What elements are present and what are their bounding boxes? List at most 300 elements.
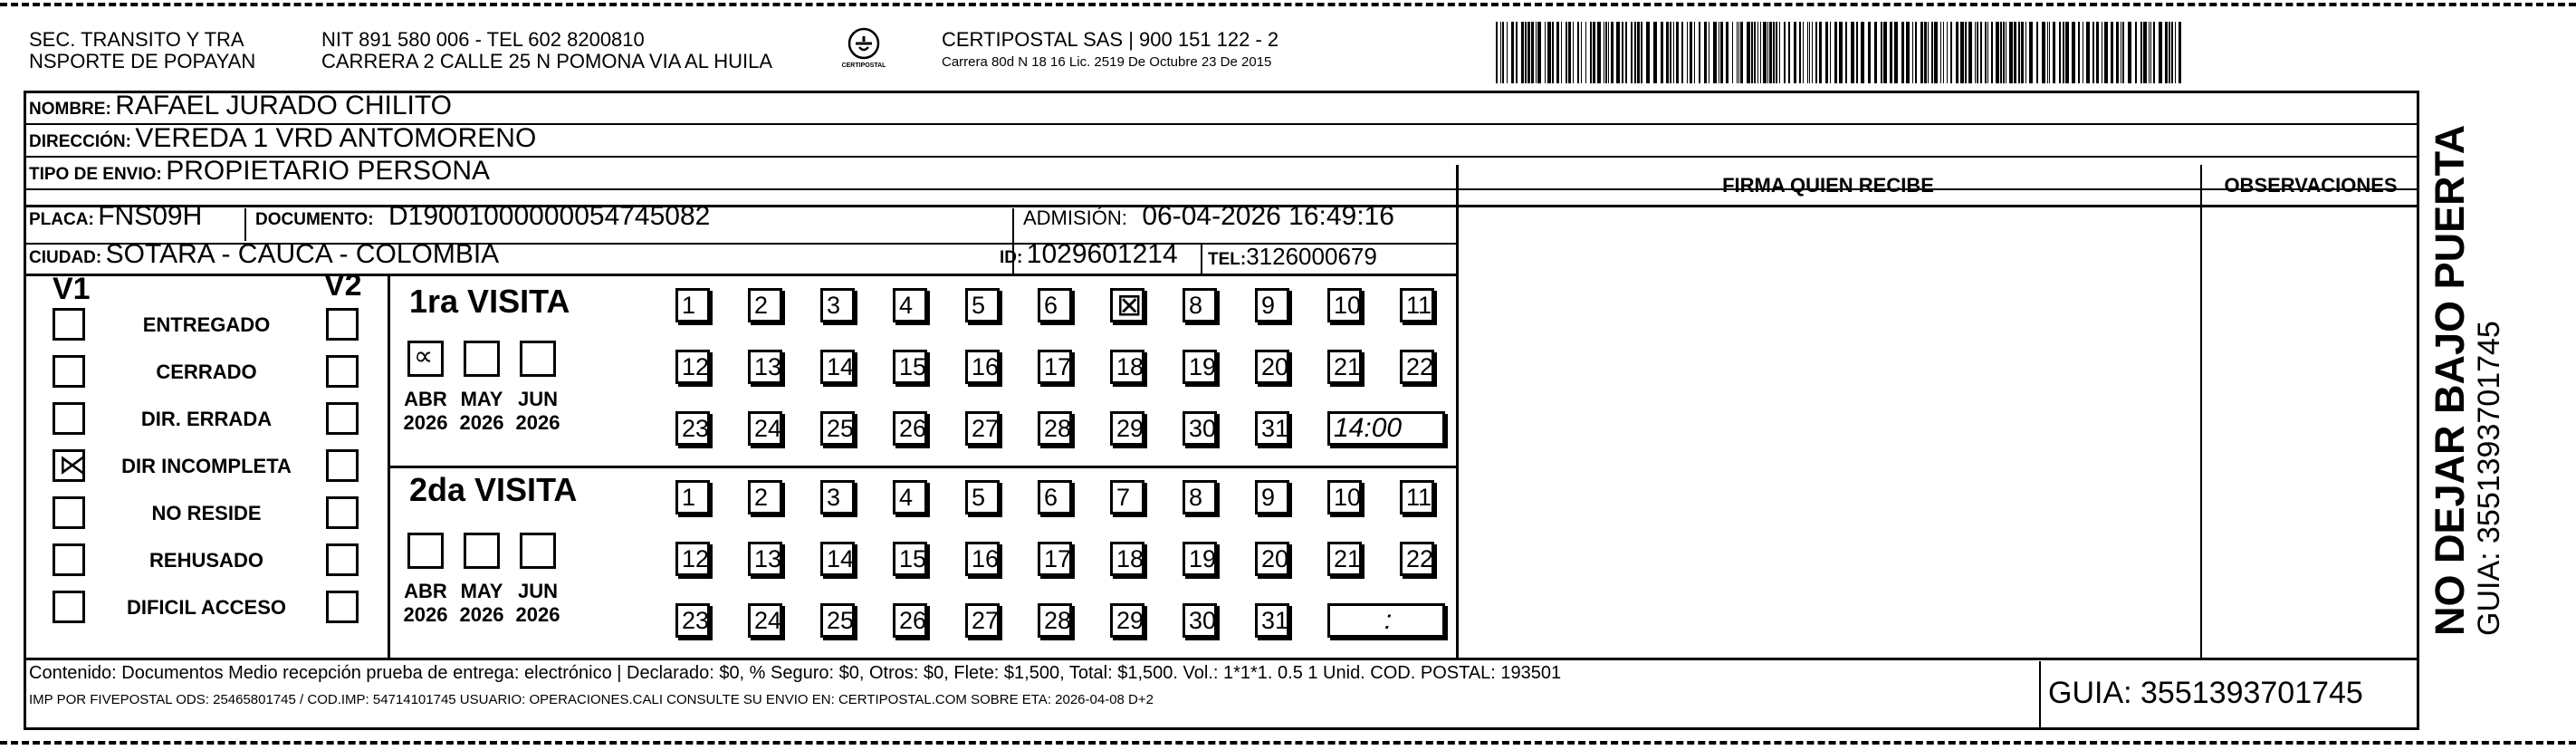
barcode-bar bbox=[1928, 22, 1929, 83]
barcode-bar bbox=[1996, 22, 1999, 83]
placa-label: PLACA: bbox=[29, 210, 94, 229]
barcode-bar bbox=[2000, 22, 2002, 83]
barcode-bar bbox=[2078, 22, 2080, 83]
month-checkbox[interactable] bbox=[407, 533, 444, 569]
barcode-bar bbox=[2175, 22, 2176, 83]
day-box[interactable]: 30 bbox=[1183, 603, 1217, 638]
barcode-bar bbox=[1681, 22, 1683, 83]
day-box[interactable]: 28 bbox=[1038, 603, 1072, 638]
barcode-bar bbox=[1776, 22, 1777, 83]
day-mark: ⊠ bbox=[1116, 287, 1143, 323]
day-box[interactable]: 11 bbox=[1400, 288, 1434, 322]
status-label: REHUSADO bbox=[149, 549, 263, 572]
barcode-bar bbox=[1868, 22, 1871, 83]
day-box[interactable]: 5 bbox=[965, 480, 1000, 514]
imp-line: IMP POR FIVEPOSTAL ODS: 25465801745 / COD.IMP: 54714101745 USUARIO: OPERACIONES.CALI CONSULTE SU ENVIO EN: CERTIPOSTAL.COM SOBRE ETA: 2026-04-08 D+2 bbox=[29, 692, 1154, 707]
day-box[interactable]: 13 bbox=[748, 350, 782, 384]
barcode-bar bbox=[1794, 22, 1796, 83]
documento-row bbox=[255, 201, 710, 232]
barcode-bar bbox=[1536, 22, 1537, 83]
status-v2-checkbox[interactable] bbox=[326, 402, 359, 435]
barcode-bar bbox=[1912, 22, 1913, 83]
barcode-bar bbox=[2140, 22, 2142, 83]
admision-value: 06-04-2026 16:49:16 bbox=[1142, 201, 1394, 231]
day-box[interactable]: 29 bbox=[1110, 603, 1144, 638]
barcode-bar bbox=[1556, 22, 1559, 83]
status-v2-checkbox[interactable] bbox=[326, 496, 359, 529]
company-line: CERTIPOSTAL SAS | 900 151 122 - 2 bbox=[942, 28, 1279, 51]
tipo-value: PROPIETARIO PERSONA bbox=[166, 156, 491, 186]
barcode-bar bbox=[2042, 22, 2045, 83]
day-box[interactable]: 2 bbox=[748, 288, 782, 322]
tipo-label: TIPO DE ENVIO: bbox=[29, 165, 162, 184]
day-box[interactable]: 27 bbox=[965, 411, 1000, 446]
day-box[interactable]: 26 bbox=[893, 603, 927, 638]
ciudad-label: CIUDAD: bbox=[29, 248, 102, 267]
month-name: JUN bbox=[517, 388, 558, 410]
barcode-bar bbox=[2104, 22, 2108, 83]
barcode-bar bbox=[1690, 22, 1692, 83]
barcode-bar bbox=[1585, 22, 1586, 83]
barcode-bar bbox=[1845, 22, 1847, 83]
barcode-bar bbox=[1815, 22, 1817, 83]
barcode-bar bbox=[1894, 22, 1898, 83]
day-box[interactable]: 14 bbox=[820, 542, 855, 576]
barcode-bar bbox=[1511, 22, 1514, 83]
direccion-label: DIRECCIÓN: bbox=[29, 132, 131, 151]
barcode-bar bbox=[1968, 22, 1972, 83]
firma-header: FIRMA QUIEN RECIBE bbox=[1722, 174, 1934, 197]
barcode-bar bbox=[1812, 22, 1813, 83]
day-box[interactable]: 16 bbox=[965, 350, 1000, 384]
placa-value: FNS09H bbox=[98, 201, 203, 231]
barcode-bar bbox=[1947, 22, 1948, 83]
barcode-bar bbox=[1641, 22, 1642, 83]
month-label bbox=[455, 388, 509, 435]
month-year: 2026 bbox=[459, 411, 504, 434]
barcode-bar bbox=[1726, 22, 1729, 83]
contenido-line: Contenido: Documentos Medio recepción prueba de entrega: electrónico | Declarado: $0, % Seguro: $0, Otros: $0, Flete: $1,500, Total: $1,500. Vol.: 1*1*1. 0.5 1 Unid. COD. POSTAL: 193501 bbox=[29, 663, 1562, 683]
day-box[interactable]: 1 bbox=[675, 480, 710, 514]
barcode-bar bbox=[1883, 22, 1887, 83]
barcode-bar bbox=[1784, 22, 1786, 83]
side-text bbox=[2428, 92, 2506, 636]
barcode-bar bbox=[2150, 22, 2151, 83]
barcode-bar bbox=[1673, 22, 1674, 83]
barcode-bar bbox=[1915, 22, 1917, 83]
barcode-bar bbox=[2092, 22, 2094, 83]
status-v2-checkbox[interactable] bbox=[326, 355, 359, 388]
day-box[interactable]: 3 bbox=[820, 480, 855, 514]
side-warning: NO DEJAR BAJO PUERTA bbox=[2427, 124, 2473, 636]
day-box[interactable]: 8 bbox=[1183, 480, 1217, 514]
day-box[interactable]: 26 bbox=[893, 411, 927, 446]
barcode-bar bbox=[1760, 22, 1761, 83]
day-box[interactable]: 10 bbox=[1327, 288, 1362, 322]
nit-line: NIT 891 580 006 - TEL 602 8200810 bbox=[321, 28, 645, 51]
month-checkbox[interactable] bbox=[520, 341, 556, 377]
day-box[interactable]: 9 bbox=[1255, 480, 1289, 514]
day-box[interactable]: 30 bbox=[1183, 411, 1217, 446]
barcode-bar bbox=[1687, 22, 1688, 83]
barcode-bar bbox=[1773, 22, 1775, 83]
barcode-bar bbox=[2171, 22, 2173, 83]
status-label: DIR INCOMPLETA bbox=[121, 455, 292, 477]
tipo-row bbox=[29, 156, 490, 187]
month-label bbox=[398, 580, 453, 627]
barcode-bar bbox=[1851, 22, 1854, 83]
day-box[interactable]: 11 bbox=[1400, 480, 1434, 514]
barcode-bar bbox=[1924, 22, 1927, 83]
status-v2-checkbox[interactable] bbox=[326, 543, 359, 576]
barcode-bar bbox=[2128, 22, 2131, 83]
issuer-block bbox=[29, 29, 255, 72]
direccion-row bbox=[29, 123, 536, 154]
day-box[interactable]: 20 bbox=[1255, 542, 1289, 576]
day-box[interactable]: 18 bbox=[1110, 542, 1144, 576]
barcode-bar bbox=[1737, 22, 1738, 83]
barcode-bar bbox=[2059, 22, 2061, 83]
logo-text: CERTIPOSTAL bbox=[841, 62, 886, 69]
barcode-bar bbox=[1666, 22, 1669, 83]
placa-row bbox=[29, 201, 202, 232]
nombre-label: NOMBRE: bbox=[29, 100, 111, 119]
barcode-bar bbox=[2036, 22, 2038, 83]
barcode-bar bbox=[1803, 22, 1804, 83]
barcode-bar bbox=[2143, 22, 2147, 83]
month-year: 2026 bbox=[403, 603, 448, 626]
tel-value: 3126000679 bbox=[1246, 243, 1377, 270]
tel-row bbox=[1208, 243, 1377, 271]
barcode-bar bbox=[1757, 22, 1758, 83]
month-year: 2026 bbox=[515, 411, 560, 434]
nit-block bbox=[321, 29, 772, 72]
month-checkbox[interactable] bbox=[464, 533, 500, 569]
status-label: NO RESIDE bbox=[151, 502, 262, 524]
barcode-bar bbox=[2165, 22, 2168, 83]
time-box[interactable] bbox=[1327, 411, 1445, 446]
certipostal-logo bbox=[837, 27, 891, 78]
side-guia: GUIA: 3551393701745 bbox=[2472, 321, 2506, 636]
tel-label: TEL: bbox=[1208, 250, 1247, 269]
barcode-bar bbox=[2049, 22, 2050, 83]
nombre-value: RAFAEL JURADO CHILITO bbox=[115, 91, 452, 120]
barcode-bar bbox=[2149, 22, 2150, 83]
month-name: MAY bbox=[460, 388, 503, 410]
barcode-bar bbox=[1956, 22, 1958, 83]
company-sub: Carrera 80d N 18 16 Lic. 2519 De Octubre 23 De 2015 bbox=[942, 54, 1272, 70]
barcode-bar bbox=[1496, 22, 1498, 83]
id-label: ID: bbox=[1000, 248, 1023, 267]
barcode-bar bbox=[1874, 22, 1877, 83]
barcode-bar bbox=[1779, 22, 1780, 83]
barcode-bar bbox=[2009, 22, 2013, 83]
status-v2-checkbox[interactable] bbox=[326, 591, 359, 623]
barcode-bar bbox=[1906, 22, 1910, 83]
barcode-bar bbox=[1856, 22, 1858, 83]
day-box[interactable]: 19 bbox=[1183, 350, 1217, 384]
status-v1-checkbox[interactable] bbox=[53, 308, 85, 341]
day-box[interactable]: 29 bbox=[1110, 411, 1144, 446]
time-box[interactable] bbox=[1327, 603, 1445, 638]
barcode-bar bbox=[2153, 22, 2155, 83]
barcode-bar bbox=[1769, 22, 1772, 83]
barcode-bar bbox=[2096, 22, 2099, 83]
month-mark: ∝ bbox=[414, 341, 434, 372]
barcode-bar bbox=[2018, 22, 2020, 83]
day-box[interactable]: 5 bbox=[965, 288, 1000, 322]
barcode-bar bbox=[1960, 22, 1964, 83]
barcode-bar bbox=[1573, 22, 1574, 83]
barcode-bar bbox=[1940, 22, 1941, 83]
barcode-bar bbox=[1881, 22, 1882, 83]
month-name: ABR bbox=[404, 580, 447, 602]
admision-row bbox=[1023, 201, 1394, 232]
day-box[interactable]: 4 bbox=[893, 480, 927, 514]
barcode-bar bbox=[2063, 22, 2064, 83]
barcode-bar bbox=[1901, 22, 1904, 83]
day-box[interactable]: 7 bbox=[1110, 480, 1144, 514]
barcode-bar bbox=[1825, 22, 1828, 83]
day-box[interactable]: 18 bbox=[1110, 350, 1144, 384]
barcode-bar bbox=[1507, 22, 1508, 83]
status-v2-checkbox[interactable] bbox=[326, 308, 359, 341]
day-box[interactable]: 15 bbox=[893, 542, 927, 576]
day-box[interactable]: 21 bbox=[1327, 542, 1362, 576]
month-name: ABR bbox=[404, 388, 447, 410]
barcode-bar bbox=[2116, 22, 2119, 83]
barcode-bar bbox=[1740, 22, 1743, 83]
status-v1-checkbox[interactable] bbox=[53, 496, 85, 529]
day-box[interactable]: 31 bbox=[1255, 603, 1289, 638]
barcode-bar bbox=[1747, 22, 1750, 83]
barcode-bar bbox=[2072, 22, 2075, 83]
day-box[interactable]: 9 bbox=[1255, 288, 1289, 322]
issuer-line2: NSPORTE DE POPAYAN bbox=[29, 50, 256, 72]
barcode-bar bbox=[1568, 22, 1571, 83]
day-box[interactable]: 16 bbox=[965, 542, 1000, 576]
month-checkbox[interactable] bbox=[464, 341, 500, 377]
barcode-bar bbox=[2014, 22, 2016, 83]
day-box[interactable]: 14 bbox=[820, 350, 855, 384]
day-box[interactable]: 19 bbox=[1183, 542, 1217, 576]
day-box[interactable]: 23 bbox=[675, 411, 710, 446]
barcode-bar bbox=[2159, 22, 2162, 83]
month-label bbox=[455, 580, 509, 627]
barcode-bar bbox=[2053, 22, 2055, 83]
day-box[interactable]: 25 bbox=[820, 603, 855, 638]
barcode-bar bbox=[1625, 22, 1627, 83]
day-box[interactable]: 2 bbox=[748, 480, 782, 514]
barcode-bar bbox=[2135, 22, 2137, 83]
day-box[interactable]: 10 bbox=[1327, 480, 1362, 514]
status-v1-checkbox[interactable] bbox=[53, 402, 85, 435]
day-box[interactable]: 23 bbox=[675, 603, 710, 638]
first-visit-title: 1ra VISITA bbox=[409, 283, 570, 320]
barcode-bar bbox=[1581, 22, 1582, 83]
day-box[interactable]: 15 bbox=[893, 350, 927, 384]
ciudad-row bbox=[29, 239, 499, 270]
day-box[interactable]: 24 bbox=[748, 603, 782, 638]
barcode-bar bbox=[2025, 22, 2026, 83]
day-box[interactable]: 12 bbox=[675, 542, 710, 576]
day-box[interactable]: 12 bbox=[675, 350, 710, 384]
barcode-bar bbox=[1788, 22, 1790, 83]
barcode-bar bbox=[1980, 22, 1982, 83]
barcode-bar bbox=[1861, 22, 1864, 83]
day-box[interactable]: 13 bbox=[748, 542, 782, 576]
barcode-bar bbox=[1738, 22, 1739, 83]
day-box[interactable]: 1 bbox=[675, 288, 710, 322]
barcode-bar bbox=[1646, 22, 1650, 83]
day-box[interactable]: 8 bbox=[1183, 288, 1217, 322]
month-name: MAY bbox=[460, 580, 503, 602]
day-box[interactable]: 20 bbox=[1255, 350, 1289, 384]
month-checkbox[interactable] bbox=[407, 341, 444, 377]
barcode-bar bbox=[1754, 22, 1756, 83]
barcode-bar bbox=[1608, 22, 1609, 83]
barcode-bar bbox=[1661, 22, 1663, 83]
barcode-bar bbox=[1720, 22, 1723, 83]
day-box[interactable]: 28 bbox=[1038, 411, 1072, 446]
barcode-bar bbox=[1934, 22, 1938, 83]
address-row bbox=[321, 51, 772, 72]
barcode-bar bbox=[2047, 22, 2048, 83]
day-box[interactable]: 17 bbox=[1038, 542, 1072, 576]
day-box[interactable]: 25 bbox=[820, 411, 855, 446]
barcode-bar bbox=[1531, 22, 1534, 83]
barcode-bar bbox=[1545, 22, 1546, 83]
barcode-bar bbox=[1566, 22, 1567, 83]
id-value: 1029601214 bbox=[1026, 239, 1178, 269]
v1-header: V1 bbox=[53, 272, 91, 306]
day-box[interactable]: 3 bbox=[820, 288, 855, 322]
day-box[interactable]: 27 bbox=[965, 603, 1000, 638]
barcode-bar bbox=[1616, 22, 1620, 83]
time-value: : bbox=[1384, 605, 1393, 635]
day-box[interactable]: 31 bbox=[1255, 411, 1289, 446]
barcode-bar bbox=[1985, 22, 1987, 83]
day-box[interactable]: 17 bbox=[1038, 350, 1072, 384]
barcode-bar bbox=[2111, 22, 2113, 83]
month-checkbox[interactable] bbox=[520, 533, 556, 569]
barcode-bar bbox=[2122, 22, 2124, 83]
day-box-marked[interactable] bbox=[1110, 288, 1144, 322]
barcode-bar bbox=[1751, 22, 1753, 83]
day-box[interactable]: 21 bbox=[1327, 350, 1362, 384]
status-label: DIFICIL ACCESO bbox=[126, 596, 286, 619]
barcode-bar bbox=[1991, 22, 1993, 83]
logo-icon bbox=[845, 27, 883, 62]
barcode-bar bbox=[1809, 22, 1810, 83]
barcode-bar bbox=[1713, 22, 1717, 83]
barcode-bar bbox=[1839, 22, 1843, 83]
ciudad-value: SOTARA - CAUCA - COLOMBIA bbox=[105, 239, 500, 269]
status-v1-checkbox[interactable] bbox=[53, 355, 85, 388]
barcode-bar bbox=[1500, 22, 1501, 83]
bottom-cut-line bbox=[0, 741, 2576, 745]
issuer-line1: SEC. TRANSITO Y TRA bbox=[29, 28, 244, 51]
barcode-bar bbox=[1634, 22, 1636, 83]
barcode-bar bbox=[1670, 22, 1671, 83]
nombre-row bbox=[29, 91, 452, 121]
top-cut-line bbox=[0, 3, 2576, 6]
barcode-bar bbox=[1502, 22, 1504, 83]
barcode-bar bbox=[1977, 22, 1978, 83]
month-name: JUN bbox=[517, 580, 558, 602]
barcode-bar bbox=[1975, 22, 1976, 83]
barcode-bar bbox=[1920, 22, 1923, 83]
day-box[interactable]: 22 bbox=[1400, 542, 1434, 576]
barcode-bar bbox=[2021, 22, 2024, 83]
barcode-bar bbox=[1527, 22, 1530, 83]
status-v1-mark: ⋉ bbox=[59, 449, 86, 481]
barcode-bar bbox=[1605, 22, 1607, 83]
barcode-bar bbox=[1694, 22, 1695, 83]
second-visit-title: 2da VISITA bbox=[409, 471, 578, 508]
status-v1-checkbox[interactable] bbox=[53, 591, 85, 623]
barcode-bar bbox=[1516, 22, 1518, 83]
barcode-bar bbox=[1590, 22, 1592, 83]
status-v2-checkbox[interactable] bbox=[326, 449, 359, 482]
barcode-bar bbox=[1943, 22, 1944, 83]
barcode-bar bbox=[2003, 22, 2005, 83]
status-v1-checkbox[interactable] bbox=[53, 449, 85, 482]
barcode-bar bbox=[2065, 22, 2069, 83]
day-box[interactable]: 4 bbox=[893, 288, 927, 322]
observaciones-header: OBSERVACIONES bbox=[2224, 174, 2398, 197]
barcode-bar bbox=[1799, 22, 1801, 83]
barcode-bar bbox=[1577, 22, 1579, 83]
barcode-bar bbox=[1767, 22, 1768, 83]
status-label: ENTREGADO bbox=[142, 313, 271, 336]
barcode-bar bbox=[1552, 22, 1554, 83]
barcode-bar bbox=[1819, 22, 1822, 83]
address-line: CARRERA 2 CALLE 25 N POMONA VIA AL HUILA bbox=[321, 50, 773, 72]
barcode-bar bbox=[1537, 22, 1541, 83]
v2-header: V2 bbox=[324, 268, 362, 303]
day-box[interactable]: 6 bbox=[1038, 480, 1072, 514]
status-label: CERRADO bbox=[156, 361, 257, 383]
status-v1-checkbox[interactable] bbox=[53, 543, 85, 576]
barcode-bar bbox=[1561, 22, 1562, 83]
barcode-bar bbox=[2179, 22, 2181, 83]
barcode-bar bbox=[1763, 22, 1767, 83]
day-box[interactable]: 22 bbox=[1400, 350, 1434, 384]
documento-label: DOCUMENTO: bbox=[255, 210, 374, 229]
day-box[interactable]: 6 bbox=[1038, 288, 1072, 322]
company-block bbox=[942, 29, 1278, 70]
barcode bbox=[1496, 22, 2184, 85]
barcode-bar bbox=[1611, 22, 1614, 83]
barcode-bar bbox=[1525, 22, 1527, 83]
barcode-bar bbox=[1950, 22, 1952, 83]
barcode-bar bbox=[1704, 22, 1707, 83]
barcode-bar bbox=[1521, 22, 1524, 83]
month-year: 2026 bbox=[515, 603, 560, 626]
id-row bbox=[1000, 239, 1178, 270]
barcode-bar bbox=[1732, 22, 1733, 83]
admision-label: ADMISIÓN: bbox=[1023, 207, 1127, 229]
barcode-bar bbox=[1931, 22, 1933, 83]
day-box[interactable]: 24 bbox=[748, 411, 782, 446]
direccion-value: VEREDA 1 VRD ANTOMORENO bbox=[135, 123, 537, 153]
barcode-bar bbox=[1597, 22, 1601, 83]
barcode-bar bbox=[1699, 22, 1700, 83]
barcode-bar bbox=[1622, 22, 1623, 83]
month-label bbox=[398, 388, 453, 435]
barcode-bar bbox=[1807, 22, 1808, 83]
